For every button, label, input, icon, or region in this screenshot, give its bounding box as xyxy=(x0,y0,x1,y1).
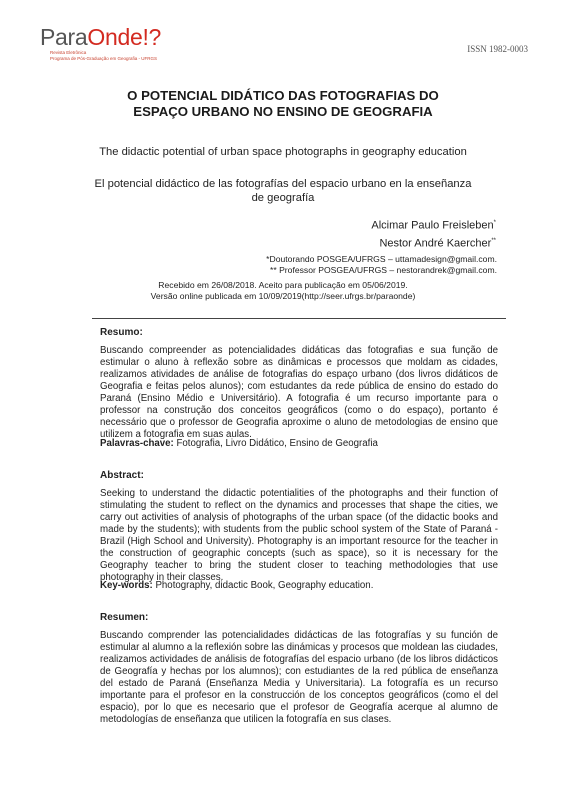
resumo-keywords-value: Fotografia, Livro Didático, Ensino de Geografia xyxy=(173,438,378,449)
section-divider xyxy=(92,318,506,319)
article-title-line1: O POTENCIAL DIDÁTICO DAS FOTOGRAFIAS DO xyxy=(127,88,439,103)
author-1-mark: * xyxy=(493,220,496,226)
article-title xyxy=(60,88,506,120)
publication-dates xyxy=(60,280,506,302)
logo-onde: Onde!? xyxy=(87,24,162,50)
title-english: The didactic potential of urban space photographs in geography education xyxy=(99,146,467,158)
resumo-text: Buscando compreender as potencialidades didáticas das fotografias e sua função de estimular o aluno à reflexão sobre as dinâmicas e processos que moldam as cidades, realizamos atividades de análise de fotografias do espaço urbano (dos livros didáticos de Geografia e feitas pelos alunos); com estudantes da rede pública de ensino do estado do Paraná (Ensino Médio e Universitário). A fotografia é um recurso importante para o professor na construção dos conceitos geográficos (como o do espaço), portanto é necessário que o professor de Geografia aproxime o aluno de metodologias de ensino que utilizem a fotografia em suas aulas. xyxy=(100,345,498,440)
logo-para: Para xyxy=(40,24,88,50)
resumo-heading: Resumo: xyxy=(100,327,143,338)
online-version: Versão online publicada em 10/09/2019(http://seer.ufrgs.br/paraonde) xyxy=(150,291,416,301)
author-list xyxy=(371,216,496,251)
title-spanish: El potencial didáctico de las fotografías del espacio urbano en la enseñanza de geografía xyxy=(94,178,472,204)
journal-logo xyxy=(40,24,190,66)
article-title-line2: ESPAÇO URBANO NO ENSINO DE GEOGRAFIA xyxy=(133,104,433,119)
affiliation-1: *Doutorando POSGEA/UFRGS – uttamadesign@gmail.com. xyxy=(266,254,497,264)
logo-program: Programa de Pós-Graduação em Geografia - UFRGS xyxy=(50,56,158,61)
author-2-name: Nestor André Kaercher xyxy=(379,237,492,250)
logo-subtitle: Revista Eletrônica xyxy=(50,50,87,55)
resumen-heading: Resumen: xyxy=(100,612,149,623)
resumo-keywords-label: Palavras-chave: xyxy=(100,438,174,449)
author-1-name: Alcimar Paulo Freisleben xyxy=(371,219,494,232)
abstract-heading: Abstract: xyxy=(100,470,144,481)
resumen-text: Buscando comprender las potencialidades didácticas de las fotografías y su función de estimular al alumno a la reflexión sobre las dinámicas y procesos que moldean las ciudades, realizamos actividades de análisis de fotografías del espacio urbano (de los libros didácticos de Geografía y hechas por los alumnos); con estudiantes de la red pública de enseñanza del estado de Paraná (Enseñanza Media y Universitaria). La fotografía es un recurso importante para el profesor en la construcción de los conceptos geográficos (como el del espacio), por lo que es necesario que el profesor de Geografía acerque al alumno de metodologías de enseñanza que utilicen la fotografía en sus clases. xyxy=(100,630,498,725)
abstract-keywords xyxy=(100,580,498,592)
abstract-keywords-label: Key-words: xyxy=(100,580,153,591)
logo-wordmark xyxy=(40,24,161,50)
author-2 xyxy=(371,234,496,252)
abstract-text: Seeking to understand the didactic potentialities of the photographs and their function of stimulating the student to reflect on the dynamics and processes that shape the cities, we carry out activities of analysis of photographs of the urban space (of the didactic books and made by the students); with students from the public school system of the State of Paraná - Brazil (High School and University). Photography is an important resource for the teacher in the construction of geographic concepts (such as space), so it is necessary for the Geography teacher to bring the student closer to teaching methodologies that use photography in their classes. xyxy=(100,488,498,583)
issn-number: ISSN 1982-0003 xyxy=(467,44,528,54)
affiliation-2: ** Professor POSGEA/UFRGS – nestorandrek@gmail.com. xyxy=(270,265,497,275)
abstract-keywords-value: Photography, didactic Book, Geography education. xyxy=(152,580,374,591)
author-1 xyxy=(371,216,496,234)
author-2-mark: ** xyxy=(491,237,496,244)
resumo-keywords xyxy=(100,438,498,450)
affiliations xyxy=(266,254,497,276)
received-date: Recebido em 26/08/2018. Aceito para publicação em 05/06/2019. xyxy=(158,280,408,290)
